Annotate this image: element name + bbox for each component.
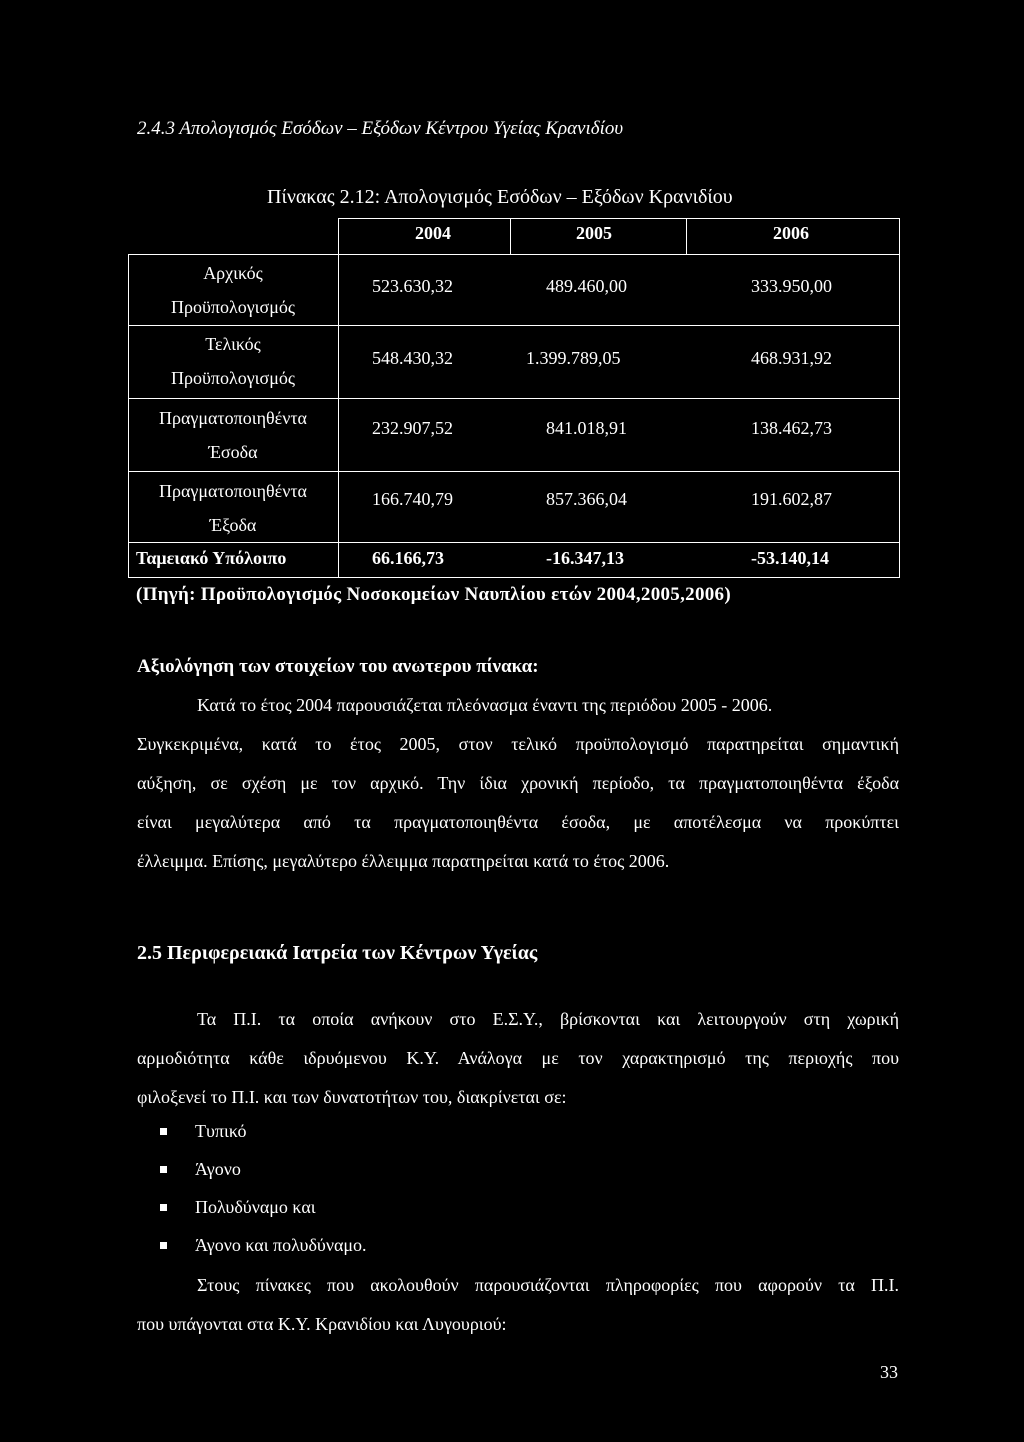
table-line — [128, 542, 900, 543]
paragraph-line: Συγκεκριμένα, κατά το έτος 2005, στον τελικό προϋπολογισμό παρατηρείται σημαντική — [137, 734, 899, 754]
table-cell: 166.740,79 — [372, 489, 453, 509]
list-item: Άγονο — [160, 1150, 367, 1188]
table-cell: 523.630,32 — [372, 276, 453, 296]
list-item: Τυπικό — [160, 1112, 367, 1150]
source-note: (Πηγή: Προϋπολογισμός Νοσοκομείων Ναυπλίου ετών 2004,2005,2006) — [136, 584, 731, 605]
paragraph-line: αύξηση, σε σχέση με τον αρχικό. Την ίδια χρονική περίοδο, τα πραγματοποιηθέντα έξοδα — [137, 773, 899, 793]
year-header: 2006 — [773, 223, 809, 243]
evaluation-heading: Αξιολόγηση των στοιχείων του ανωτερου πίνακα: — [137, 656, 539, 677]
table-cell: 857.366,04 — [546, 489, 627, 509]
paragraph-line: Τα Π.Ι. τα οποία ανήκουν στο Ε.Σ.Υ., βρίσκονται και λειτουργούν στη χωρική — [197, 1009, 899, 1029]
section-2-5-heading: 2.5 Περιφερειακά Ιατρεία των Κέντρων Υγείας — [137, 942, 538, 964]
table-line — [128, 325, 900, 326]
bullet-list — [160, 1112, 367, 1264]
paragraph-line: Κατά το έτος 2004 παρουσιάζεται πλεόνασμα έναντι της περιόδου 2005 - 2006. — [197, 695, 773, 715]
table-line — [510, 218, 511, 254]
total-cell: -16.347,13 — [546, 548, 624, 568]
evaluation-paragraph — [137, 686, 899, 881]
table-line — [686, 218, 687, 254]
list-item: Άγονο και πολυδύναμο. — [160, 1226, 367, 1264]
total-row-label: Ταμειακό Υπόλοιπο — [136, 548, 287, 568]
row-label: Πραγματοποιηθέντα Έσοδα — [158, 408, 307, 462]
bullet-icon — [160, 1204, 167, 1211]
paragraph-line: έλλειμμα. Επίσης, μεγαλύτερο έλλειμμα παρατηρείται κατά το έτος 2006. — [137, 851, 670, 871]
table-line — [338, 218, 339, 578]
table-line — [128, 471, 900, 472]
section-2-5-closing — [137, 1266, 899, 1344]
table-cell: 489.460,00 — [546, 276, 627, 296]
bullet-icon — [160, 1242, 167, 1249]
total-cell: 66.166,73 — [372, 548, 444, 568]
bullet-icon — [160, 1128, 167, 1135]
table-cell: 333.950,00 — [751, 276, 832, 296]
row-label: Πραγματοποιηθέντα Έξοδα — [158, 481, 307, 535]
table-border-right — [899, 218, 900, 578]
table-cell: 138.462,73 — [751, 418, 832, 438]
table-border-bottom — [128, 577, 900, 578]
paragraph-line: είναι μεγαλύτερα από τα πραγματοποιηθέντα έσοδα, με αποτέλεσμα να προκύπτει — [137, 812, 899, 832]
section-2-5-intro — [137, 1000, 899, 1117]
table-border-top — [338, 218, 900, 219]
budget-table — [128, 218, 900, 578]
paragraph-line: αρμοδιότητα κάθε ιδρυόμενου Κ.Υ. Ανάλογα με τον χαρακτηρισμό της περιοχής που — [137, 1048, 899, 1068]
paragraph-line: που υπάγονται στα Κ.Υ. Κρανιδίου και Λυγουριού: — [137, 1314, 507, 1334]
row-label: Τελικός Προϋπολογισμός — [171, 334, 295, 388]
table-line — [128, 398, 900, 399]
year-header: 2005 — [576, 223, 612, 243]
total-cell: -53.140,14 — [751, 548, 829, 568]
section-heading: 2.4.3 Απολογισμός Εσόδων – Εξόδων Κέντρου Υγείας Κρανιδίου — [137, 118, 624, 139]
bullet-icon — [160, 1166, 167, 1173]
year-header: 2004 — [415, 223, 451, 243]
table-cell: 841.018,91 — [546, 418, 627, 438]
table-cell: 468.931,92 — [751, 348, 832, 368]
table-cell: 1.399.789,05 — [526, 348, 621, 368]
table-cell: 548.430,32 — [372, 348, 453, 368]
table-caption: Πίνακας 2.12: Απολογισμός Εσόδων – Εξόδων Κρανιδίου — [267, 186, 733, 208]
page-number: 33 — [880, 1362, 898, 1382]
table-line — [128, 254, 900, 255]
table-cell: 191.602,87 — [751, 489, 832, 509]
paragraph-line: φιλοξενεί το Π.Ι. και των δυνατοτήτων του, διακρίνεται σε: — [137, 1087, 567, 1107]
row-label: Αρχικός Προϋπολογισμός — [171, 263, 295, 317]
list-item: Πολυδύναμο και — [160, 1188, 367, 1226]
table-cell: 232.907,52 — [372, 418, 453, 438]
paragraph-line: Στους πίνακες που ακολουθούν παρουσιάζονται πληροφορίες που αφορούν τα Π.Ι. — [197, 1275, 899, 1295]
